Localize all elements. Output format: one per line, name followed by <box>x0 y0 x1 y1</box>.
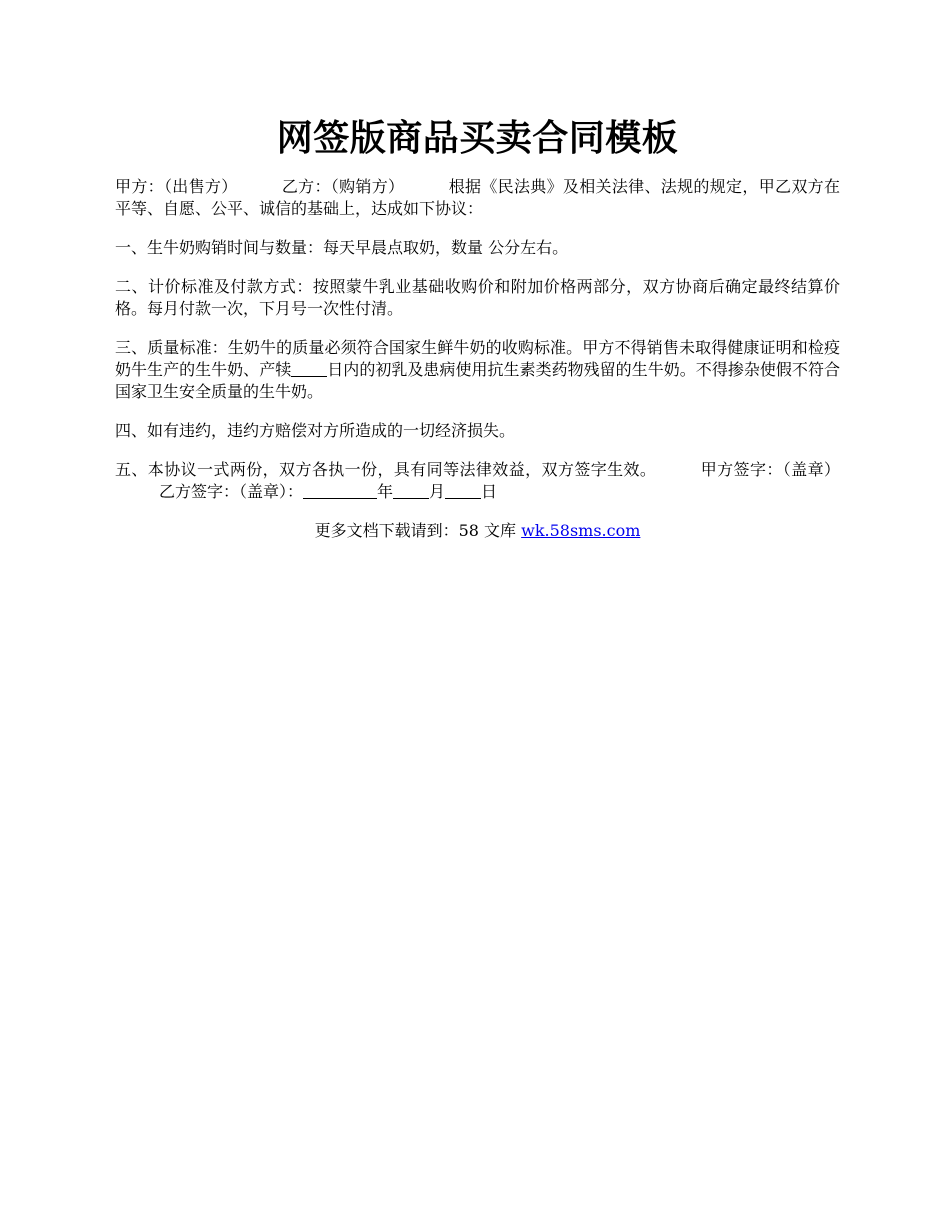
month-blank <box>393 482 429 499</box>
month-label: 月 <box>429 482 446 501</box>
clause-5-text: 五、本协议一式两份，双方各执一份，具有同等法律效益，双方签字生效。 <box>115 460 657 479</box>
clause-3-part-1: 三、质量标准：生奶牛的质量必须符合国家生鲜牛奶的收购标准。甲方不得销售未取得健康证明和检疫奶牛生产的生牛奶、产犊 <box>115 338 840 379</box>
clause-1: 一、生牛奶购销时间与数量：每天早晨点取奶，数量 公分左右。 <box>115 238 569 257</box>
footer-text: 更多文档下载请到：58 文库 <box>314 521 522 540</box>
days-blank <box>291 360 327 377</box>
party-b-signature: 乙方签字：（盖章）： <box>159 482 304 501</box>
clause-5 <box>115 459 840 503</box>
intro-text: 根据《民法典》及相关法律、法规的规定，甲乙双方在平等、自愿、公平、诚信的基础上，达成如下协议： <box>115 177 840 218</box>
party-b-label: 乙方：（购销方） <box>281 177 405 196</box>
clause-4: 四、如有违约，违约方赔偿对方所造成的一切经济损失。 <box>115 421 516 440</box>
clause-3-part-2: 日内的初乳及患病使用抗生素类药物残留的生牛奶。不得掺杂使假不符合国家卫生安全质量的生牛奶。 <box>115 360 840 401</box>
day-blank <box>445 482 481 499</box>
clause-3 <box>115 337 840 403</box>
footer <box>115 520 840 542</box>
document-page <box>115 110 840 542</box>
day-label: 日 <box>481 482 498 501</box>
document-title: 网签版商品买卖合同模板 <box>276 117 679 159</box>
year-blank <box>303 482 377 499</box>
clause-2: 二、计价标准及付款方式：按照蒙牛乳业基础收购价和附加价格两部分，双方协商后确定最终结算价格。每月付款一次，下月号一次性付清。 <box>115 277 840 318</box>
year-label: 年 <box>377 482 394 501</box>
party-a-label: 甲方：（出售方） <box>115 177 238 196</box>
party-a-signature: 甲方签字：（盖章） <box>700 460 840 479</box>
intro-paragraph <box>115 176 840 220</box>
footer-link[interactable]: wk.58sms.com <box>521 521 641 540</box>
